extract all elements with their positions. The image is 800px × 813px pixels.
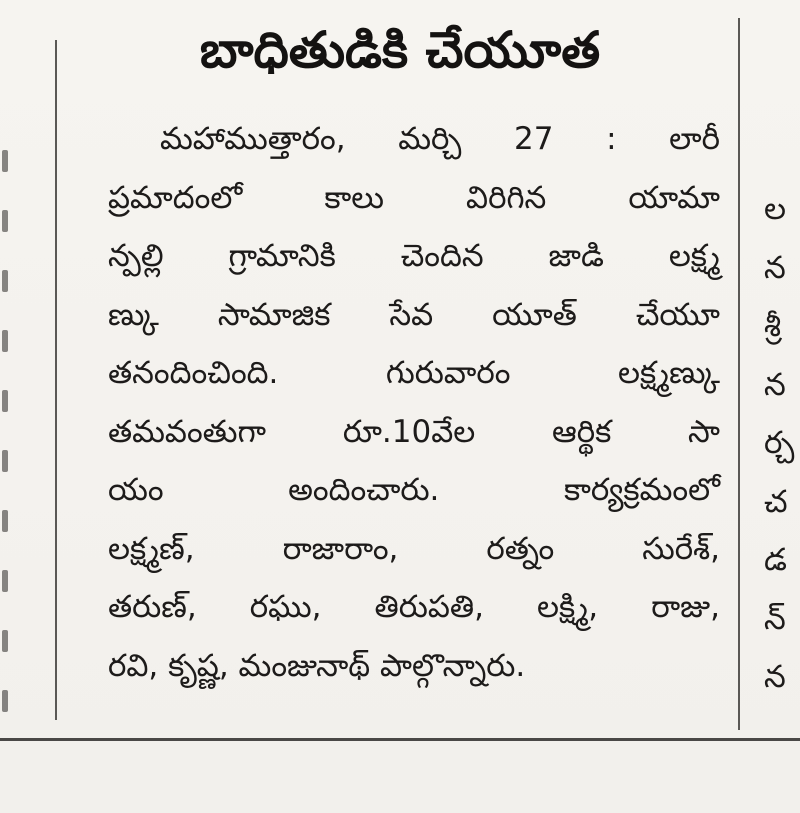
cropped-text-fragment: శ్రీ — [764, 308, 782, 344]
adjacent-column-right-edge — [764, 180, 800, 707]
article-headline: బాధితుడికి చేయూత — [199, 21, 601, 79]
article-line: తరుణ్, రఘు, తిరుపతి, లక్ష్మి, రాజు, — [108, 589, 720, 625]
cropped-text-fragment: ల — [764, 191, 786, 227]
adjacent-column-left-edge — [0, 150, 12, 730]
article-line: తనందించింది. గురువారం లక్ష్మణ్కు — [108, 355, 720, 391]
article-line: మహాముత్తారం, మర్చి 27 : లారీ — [160, 121, 720, 157]
article-body — [108, 110, 720, 695]
column-divider-right — [738, 18, 740, 730]
column-divider-left — [55, 40, 57, 720]
article-line: లక్ష్మణ్, రాజారాం, రత్నం సురేశ్, — [108, 530, 720, 567]
article-line: ణ్కు సామాజిక సేవ యూత్ చేయూ — [108, 296, 720, 333]
article-line: న్పల్లి గ్రామానికి చెందిన జాడి లక్ష్మ — [108, 238, 720, 274]
bottom-divider — [0, 738, 800, 741]
cropped-text-fragment: ర్చ — [764, 425, 795, 461]
cropped-text-fragment: న — [764, 659, 786, 695]
cropped-text-fragment: న్ — [764, 600, 786, 637]
article-line: తమవంతుగా రూ.10వేల ఆర్థిక సా — [108, 413, 720, 450]
article-line: ప్రమాదంలో కాలు విరిగిన యామా — [108, 179, 720, 216]
article-line: యం అందించారు. కార్యక్రమంలో — [108, 472, 720, 508]
article-line: రవి, కృష్ణ, మంజునాథ్ పాల్గొన్నారు. — [108, 647, 526, 684]
cropped-text-fragment: చ — [764, 483, 788, 520]
cropped-text-fragment: న — [764, 366, 786, 403]
cropped-text-fragment: న — [764, 249, 786, 286]
cropped-text-fragment: డ — [764, 542, 787, 578]
